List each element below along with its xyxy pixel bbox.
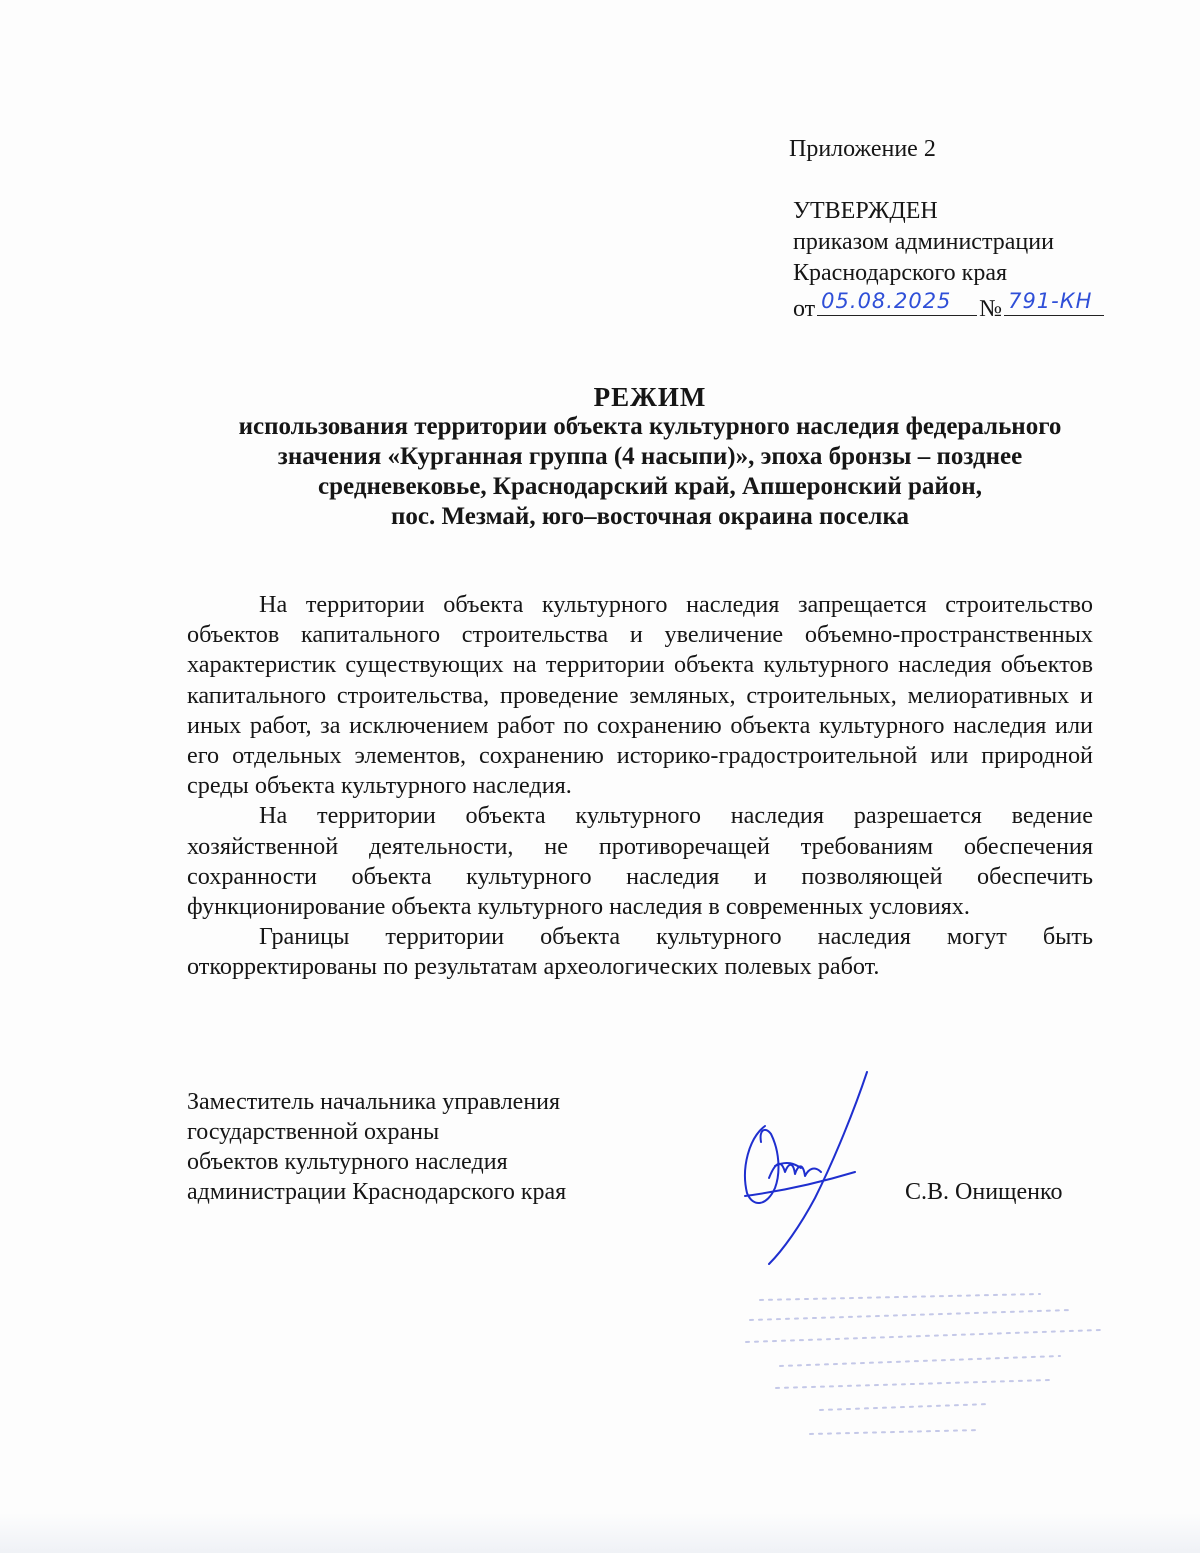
appendix-label: Приложение 2 <box>789 136 936 162</box>
order-date-handwritten: 05.08.2025 <box>821 289 952 313</box>
title-line-1: использования территории объекта культурного наследия федерального <box>238 413 1062 440</box>
title-line-4: пос. Мезмай, юго–восточная окраина поселка <box>391 503 909 530</box>
signer-name: С.В. Онищенко <box>905 1179 1063 1205</box>
date-prefix: от <box>793 296 816 322</box>
approved-by-line-2: Краснодарского края <box>793 260 1008 286</box>
approved-heading: УТВЕРЖДЕН <box>793 198 938 224</box>
document-title <box>150 382 1150 532</box>
title-line-2: значения «Курганная группа (4 насыпи)», эпоха бронзы – позднее <box>277 443 1023 470</box>
paragraph-permissions: На территории объекта культурного наследия разрешается ведение хозяйственной деятельности, не противоречащей требованиям обеспечения сохранности объекта культурного наследия и позволяющей обеспечить функционирование объекта культурного наследия в современных условиях. <box>187 802 1093 921</box>
handwritten-signature <box>735 1068 875 1268</box>
order-number-field <box>1004 289 1104 316</box>
paragraph-boundaries: Границы территории объекта культурного наследия могут быть откорректированы по результатам археологических полевых работ. <box>187 923 1093 981</box>
faded-stamp-impression <box>740 1280 1120 1470</box>
scan-edge-shade <box>0 1513 1200 1553</box>
position-line-3: объектов культурного наследия <box>187 1149 508 1175</box>
position-line-4: администрации Краснодарского края <box>187 1179 567 1205</box>
order-date-number-line <box>793 289 1106 325</box>
signatory-position <box>187 1087 566 1207</box>
paragraph-prohibitions: На территории объекта культурного наследия запрещается строительство объектов капитального строительства и увеличение объемно-пространственных характеристик существующих на территории объекта культурного наследия объектов капитального строительства, проведение земляных, строительных, мелиоративных и иных работ, за исключением работ по сохранению объекта культурного наследия или его отдельных элементов, сохранению историко-градостроительной или природной среды объекта культурного наследия. <box>187 591 1093 800</box>
title-line-3: средневековье, Краснодарский край, Апшеронский район, <box>318 473 982 500</box>
body-text <box>187 590 1093 983</box>
position-line-2: государственной охраны <box>187 1119 440 1145</box>
title-main: РЕЖИМ <box>593 382 707 412</box>
number-prefix: № <box>979 296 1003 322</box>
approved-by-line-1: приказом администрации <box>793 229 1054 255</box>
order-number-handwritten: 791-КН <box>1008 289 1093 313</box>
approval-block <box>793 196 1106 325</box>
position-line-1: Заместитель начальника управления <box>187 1089 561 1115</box>
order-date-field <box>817 289 977 316</box>
